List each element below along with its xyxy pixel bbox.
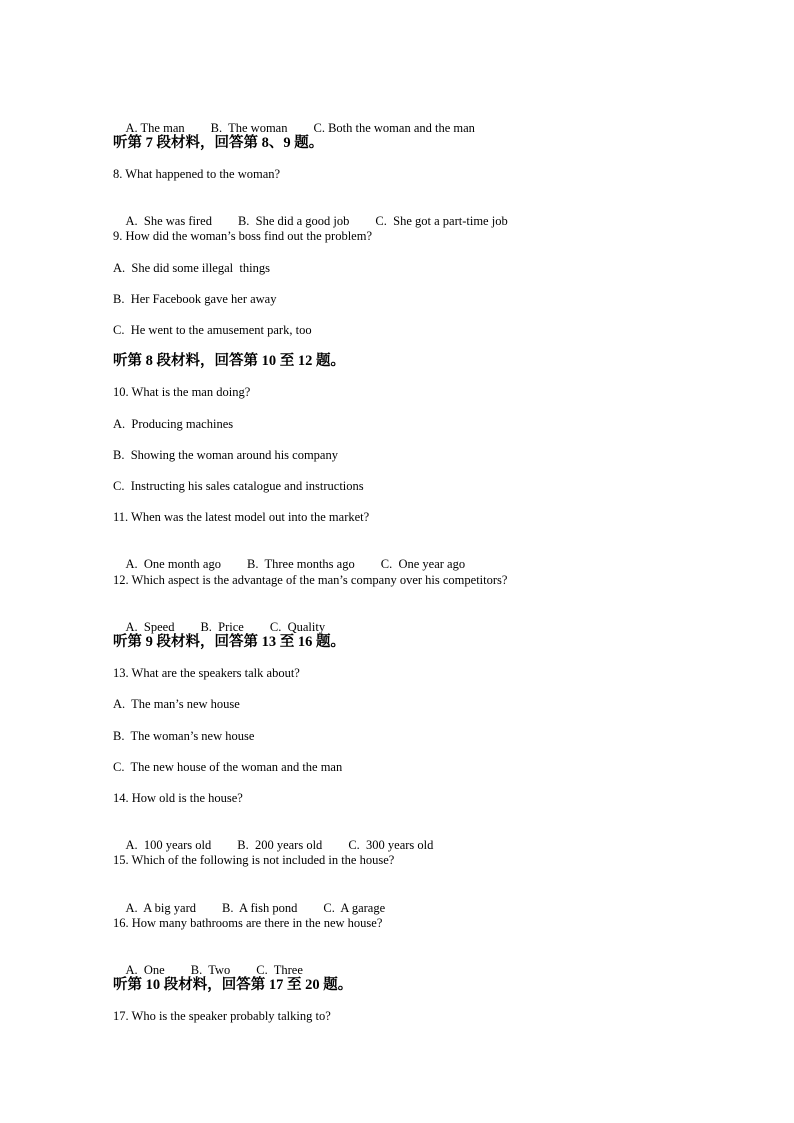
- question-12: 12. Which aspect is the advantage of the man’s company over his competitors?: [113, 573, 508, 587]
- option-c: C. Both the woman and the man: [313, 121, 475, 135]
- option-b: B. Price: [200, 620, 244, 634]
- option-b: B. 200 years old: [237, 838, 323, 852]
- option-a: A. Producing machines: [113, 417, 234, 431]
- option-c: C. She got a part-time job: [375, 214, 508, 228]
- option-c: C. Instructing his sales catalogue and instructions: [113, 479, 364, 493]
- section-heading: 听第 10 段材料，回答第 17 至 20 题。: [113, 977, 353, 993]
- option-c: C. One year ago: [380, 557, 466, 571]
- option-b: B. The woman: [210, 121, 288, 135]
- question-16: 16. How many bathrooms are there in the new house?: [113, 916, 383, 930]
- option-c: C. 300 years old: [348, 838, 434, 852]
- option-a: A. She did some illegal things: [113, 261, 270, 275]
- question-10: 10. What is the man doing?: [113, 385, 251, 399]
- section-heading: 听第 7 段材料，回答第 8、9 题。: [113, 135, 324, 151]
- option-b: B. The woman’s new house: [113, 729, 255, 743]
- option-b: B. Showing the woman around his company: [113, 448, 338, 462]
- option-a: A. The man’s new house: [113, 697, 240, 711]
- option-c: C. Three: [256, 963, 303, 977]
- question-14: 14. How old is the house?: [113, 791, 243, 805]
- option-a: A. One: [125, 963, 165, 977]
- option-b: B. Her Facebook gave her away: [113, 292, 277, 306]
- option-c: C. The new house of the woman and the man: [113, 760, 343, 774]
- section-heading: 听第 8 段材料，回答第 10 至 12 题。: [113, 353, 345, 369]
- question-8: 8. What happened to the woman?: [113, 167, 281, 181]
- option-a: A. She was fired: [125, 214, 212, 228]
- question-13: 13. What are the speakers talk about?: [113, 666, 300, 680]
- option-a: A. A big yard: [125, 901, 196, 915]
- question-11: 11. When was the latest model out into the market?: [113, 510, 370, 524]
- option-a: A. One month ago: [125, 557, 221, 571]
- option-a: A. 100 years old: [125, 838, 212, 852]
- option-a: A. The man: [125, 121, 185, 135]
- option-c: C. He went to the amusement park, too: [113, 323, 312, 337]
- option-b: B. Two: [190, 963, 231, 977]
- option-c: C. Quality: [269, 620, 326, 634]
- question-17: 17. Who is the speaker probably talking to?: [113, 1009, 331, 1023]
- option-b: B. Three months ago: [246, 557, 355, 571]
- option-a: A. Speed: [125, 620, 175, 634]
- question-9: 9. How did the woman’s boss find out the problem?: [113, 229, 372, 243]
- question-15: 15. Which of the following is not included in the house?: [113, 853, 395, 867]
- section-heading: 听第 9 段材料，回答第 13 至 16 题。: [113, 634, 345, 650]
- option-b: B. A fish pond: [221, 901, 298, 915]
- option-c: C. A garage: [323, 901, 386, 915]
- option-b: B. She did a good job: [237, 214, 350, 228]
